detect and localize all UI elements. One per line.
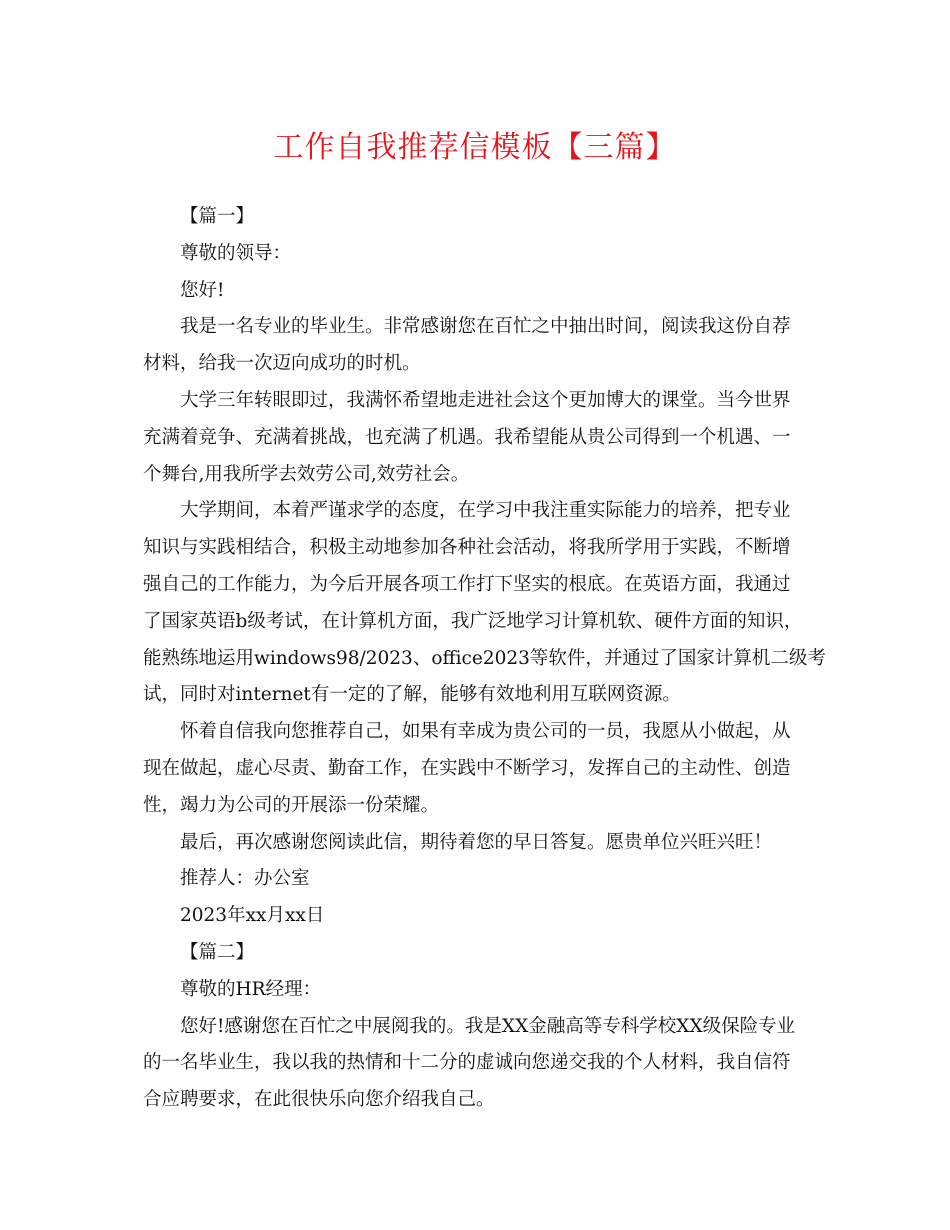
text-line: 合应聘要求，在此很快乐向您介绍我自己。	[143, 1089, 495, 1111]
section-heading-2	[143, 935, 803, 972]
text-line: 的一名毕业生，我以我的热情和十二分的虚诚向您递交我的个人材料，我自信符	[143, 1052, 791, 1074]
date	[143, 898, 803, 935]
salutation	[143, 972, 803, 1009]
document-body	[143, 199, 826, 1119]
text-line: 充满着竞争、充满着挑战，也充满了机遇。我希望能从贵公司得到一个机遇、一	[143, 426, 791, 448]
text-line: 2023年xx月xx日	[180, 905, 325, 927]
text-line: 能熟练地运用windows98/2023、office2023等软件，并通过了国家计算机二级考	[143, 647, 826, 669]
text-line: 大学三年转眼即过，我满怀希望地走进社会这个更加博大的课堂。当今世界	[180, 389, 791, 411]
document-title: 工作自我推荐信模板【三篇】	[273, 130, 677, 165]
text-line: 性，竭力为公司的开展添一份荣耀。	[143, 794, 440, 816]
text-line: 推荐人：办公室	[180, 868, 310, 890]
text-line: 您好!	[180, 279, 225, 301]
text-line: 尊敬的领导：	[180, 242, 292, 264]
paragraph	[143, 1009, 803, 1119]
paragraph	[143, 825, 803, 862]
salutation	[143, 236, 803, 273]
text-line: 最后，再次感谢您阅读此信，期待着您的早日答复。愿贵单位兴旺兴旺！	[180, 831, 773, 853]
text-line: 怀着自信我向您推荐自己，如果有幸成为贵公司的一员，我愿从小做起，从	[180, 721, 791, 743]
paragraph	[143, 309, 803, 383]
text-line: 试，同时对internet有一定的了解，能够有效地利用互联网资源。	[143, 684, 681, 706]
section-heading-1	[143, 199, 803, 236]
text-line: 【篇一】	[180, 206, 255, 227]
greeting	[143, 273, 803, 310]
text-line: 尊敬的HR经理：	[180, 978, 322, 1000]
text-line: 强自己的工作能力，为今后开展各项工作打下坚实的根底。在英语方面，我通过	[143, 573, 791, 595]
text-line: 大学期间，本着严谨求学的态度，在学习中我注重实际能力的培养，把专业	[180, 500, 791, 522]
recommender	[143, 861, 803, 898]
text-line: 材料，给我一次迈向成功的时机。	[143, 353, 421, 375]
text-line: 了国家英语b级考试，在计算机方面，我广泛地学习计算机软、硬件方面的知识，	[143, 610, 803, 632]
paragraph	[143, 714, 803, 824]
text-line: 您好!感谢您在百忙之中展阅我的。我是XX金融高等专科学校XX级保险专业	[180, 1015, 796, 1037]
text-line: 个舞台,用我所学去效劳公司,效劳社会。	[143, 463, 470, 485]
text-line: 知识与实践相结合，积极主动地参加各种社会活动，将我所学用于实践，不断增	[143, 537, 791, 559]
text-line: 现在做起，虚心尽责、勤奋工作，在实践中不断学习，发挥自己的主动性、创造	[143, 757, 791, 779]
paragraph	[143, 493, 826, 714]
paragraph	[143, 383, 803, 493]
text-line: 我是一名专业的毕业生。非常感谢您在百忙之中抽出时间，阅读我这份自荐	[180, 316, 791, 338]
text-line: 【篇二】	[180, 941, 255, 963]
